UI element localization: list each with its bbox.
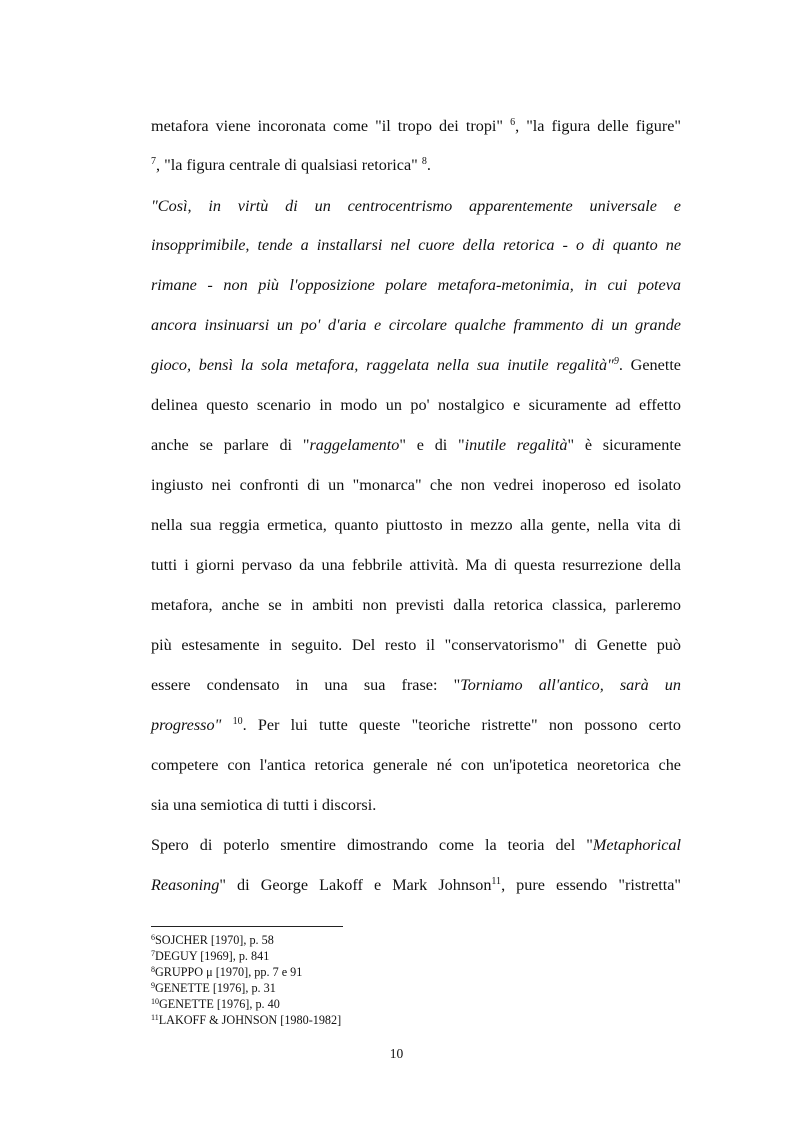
quote-line-2: insopprimibile, tende a installarsi nel cuore della retorica - o di quanto ne [151, 236, 681, 254]
footnote-separator [151, 926, 343, 927]
quote-line-1: "Così, in virtù di un centrocentrismo apparentemente universale e [151, 197, 681, 215]
footnote-ref-10[interactable]: 10 [232, 716, 243, 727]
body-line-9: anche se parlare di "raggelamento" e di "inutile regalità" è sicuramente [151, 436, 682, 454]
footnote-8: $^8$GRUPPO μ [1970], pp. 7 e 91 [151, 965, 303, 979]
body-line-14: più estesamente in seguito. Del resto il "conservatorismo" di Genette può [151, 636, 681, 654]
body-line-15: essere condensato in una sua frase: "Torniamo all'antico, sarà un [151, 676, 681, 694]
footnote-7: $^7$DEGUY [1969], p. 841 [151, 949, 270, 963]
body-line-16: progresso" $^{10}$. Per lui tutte queste "teoriche ristrette" non possono certo [151, 716, 681, 734]
footnote-ref-11[interactable]: 11 [491, 876, 502, 887]
body-line-19: Spero di poterlo smentire dimostrando come la teoria del "Metaphorical [151, 836, 681, 854]
body-line-17: competere con l'antica retorica generale né con un'ipotetica neoretorica che [151, 756, 681, 774]
footnote-9: $^9$GENETTE [1976], p. 31 [151, 981, 276, 995]
body-line-12: tutti i giorni pervaso da una febbrile attività. Ma di questa resurrezione della [151, 556, 681, 574]
body-line-10: ingiusto nei confronti di un "monarca" che non vedrei inoperoso ed isolato [151, 476, 681, 494]
body-line-8: delinea questo scenario in modo un po' nostalgico e sicuramente ad effetto [151, 396, 681, 414]
footnote-ref-9[interactable]: 9 [613, 356, 619, 367]
quote-line-3: rimane - non più l'opposizione polare metafora-metonimia, in cui poteva [151, 276, 681, 294]
quote-line-4: ancora insinuarsi un po' d'aria e circolare qualche frammento di un grande [151, 316, 681, 334]
body-line-13: metafora, anche se in ambiti non previsti dalla retorica classica, parleremo [151, 596, 681, 614]
body-line-18: sia una semiotica di tutti i discorsi. [151, 796, 377, 814]
footnote-10: $^{10}$GENETTE [1976], p. 40 [151, 997, 280, 1011]
footnote-ref-8[interactable]: 8 [421, 156, 427, 167]
footnote-11: $^{11}$LAKOFF & JOHNSON [1980-1982] [151, 1013, 342, 1027]
footnote-ref-6[interactable]: 6 [510, 117, 516, 128]
body-line-7: gioco, bensì la sola metafora, raggelata nella sua inutile regalità"$^9$. Genette [151, 356, 681, 374]
footnote-6: $^6$SOJCHER [1970], p. 58 [151, 933, 274, 947]
body-line-1: metafora viene incoronata come "il tropo dei tropi" $^6$, "la figura delle figure" [151, 117, 682, 135]
body-line-20: Reasoning" di George Lakoff e Mark Johnson$^{11}$, pure essendo "ristretta" [151, 876, 682, 894]
body-line-2: $^7$, "la figura centrale di qualsiasi retorica" $^8$. [151, 156, 431, 174]
page-number: 10 [389, 1046, 404, 1061]
body-line-11: nella sua reggia ermetica, quanto piuttosto in mezzo alla gente, nella vita di [151, 516, 681, 534]
footnote-ref-7[interactable]: 7 [151, 156, 156, 167]
